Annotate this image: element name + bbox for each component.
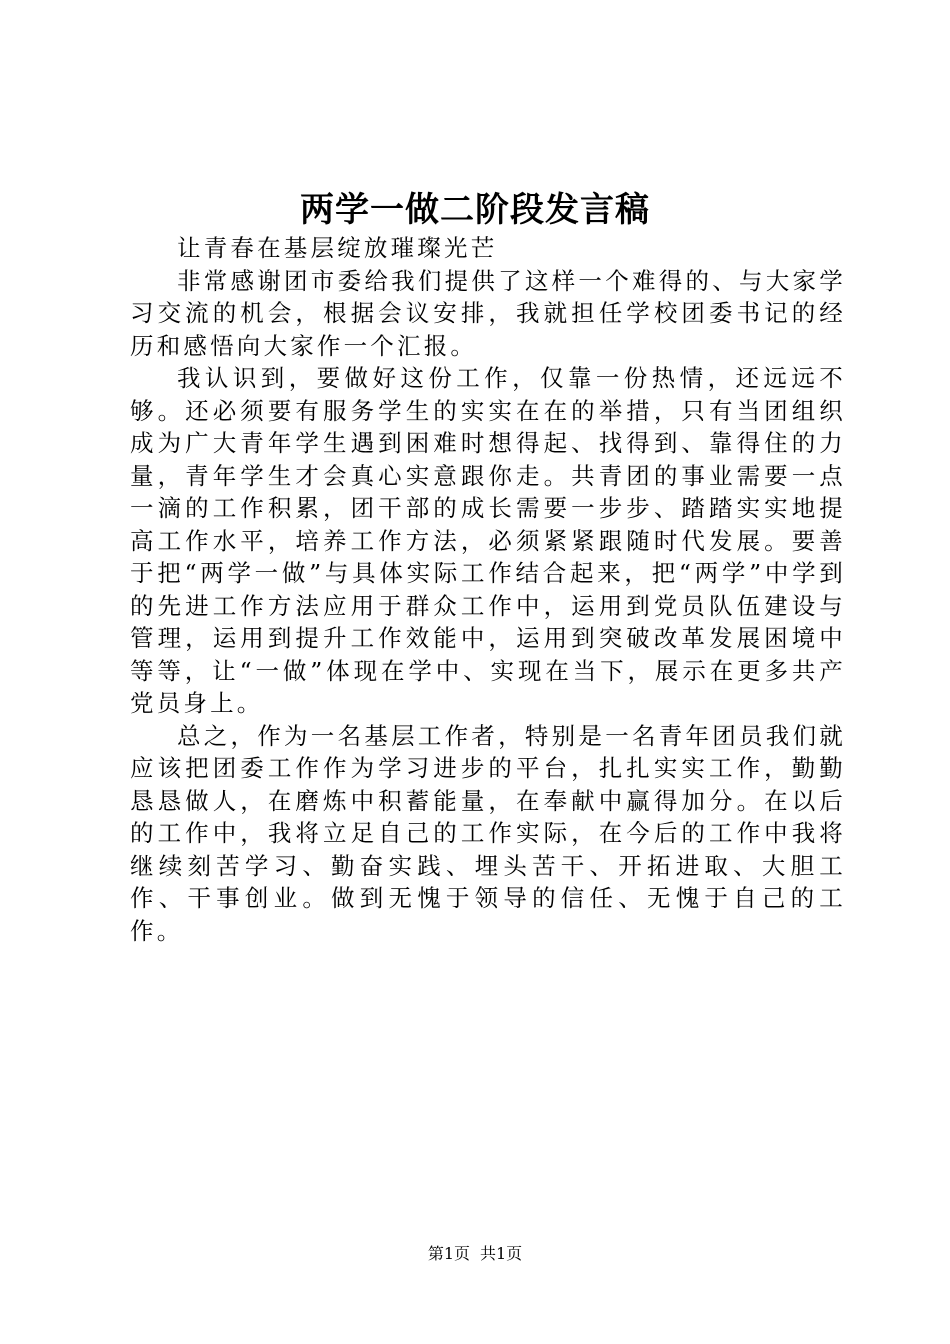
body-paragraph-1: 非常感谢团市委给我们提供了这样一个难得的、与大家学习交流的机会，根据会议安排，我就担任学校团委书记的经历和感悟向大家作一个汇报。 <box>130 266 846 360</box>
page-number: 第1页 <box>427 1244 470 1263</box>
page-total: 共1页 <box>480 1244 523 1263</box>
body-paragraph-3: 总之，作为一名基层工作者，特别是一名青年团员我们就应该把团委工作作为学习进步的平台，扎扎实实工作，勤勤恳恳做人，在磨炼中积蓄能量，在奉献中赢得加分。在以后的工作中，我将立足自己的工作实际，在今后的工作中我将继续刻苦学习、勤奋实践、埋头苦干、开拓进取、大胆工作、干事创业。做到无愧于领导的信任、无愧于自己的工作。 <box>130 721 846 945</box>
subtitle-paragraph: 让青春在基层绽放璀璨光芒 <box>177 234 498 262</box>
page-footer <box>0 1242 950 1266</box>
document-title: 两学一做二阶段发言稿 <box>300 190 650 230</box>
body-paragraph-2: 我认识到，要做好这份工作，仅靠一份热情，还远远不够。还必须要有服务学生的实实在在的举措，只有当团组织成为广大青年学生遇到困难时想得起、找得到、靠得住的力量，青年学生才会真心实意跟你走。共青团的事业需要一点一滴的工作积累，团干部的成长需要一步步、踏踏实实地提高工作水平，培养工作方法，必须紧紧跟随时代发展。要善于把“两学一做”与具体实际工作结合起来，把“两学”中学到的先进工作方法应用于群众工作中，运用到党员队伍建设与管理，运用到提升工作效能中，运用到突破改革发展困境中等等，让“一做”体现在学中、实现在当下，展示在更多共产党员身上。 <box>130 364 846 717</box>
document-body <box>130 232 846 947</box>
